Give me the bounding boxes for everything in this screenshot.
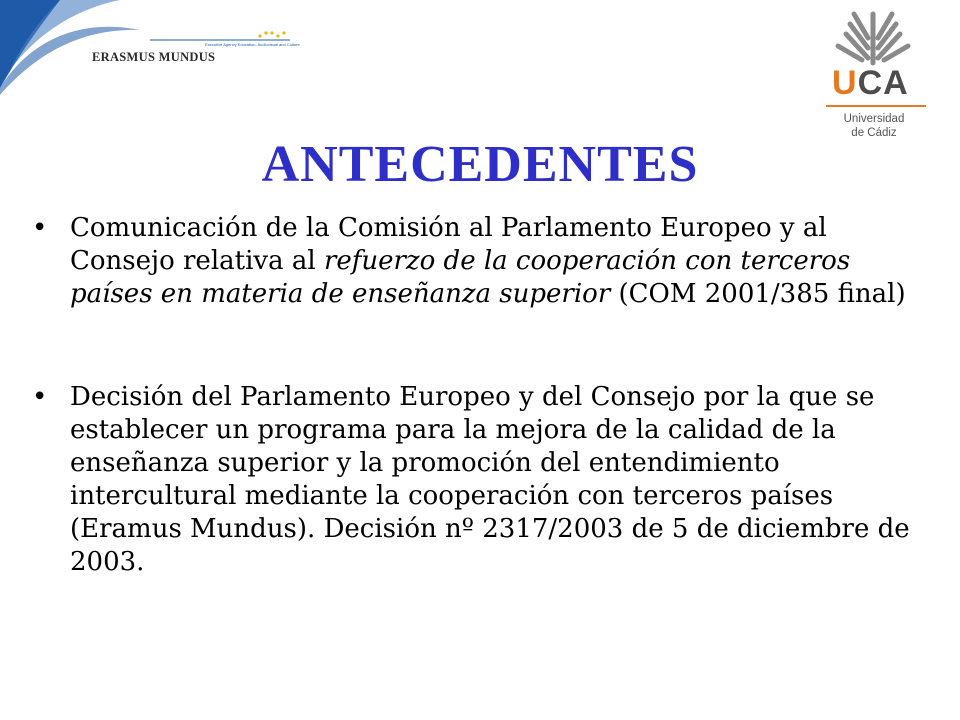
uca-wordmark: [832, 66, 909, 100]
erasmus-fine-print: Executive Agency Education, Audiovisual and Culture: [205, 42, 300, 47]
bullet-item-2: [30, 381, 920, 579]
uca-emblem-icon: [828, 8, 918, 66]
bullet-marker: •: [32, 382, 48, 412]
uca-logo: [818, 8, 938, 143]
uca-divider: [826, 105, 926, 107]
bullet-list: [30, 212, 920, 579]
uca-line2: de Cádiz: [851, 127, 897, 139]
bullet-2-text: Decisión del Parlamento Europeo y del Consejo por la que se establecer un programa para la mejora de la calidad de la enseñanza superior y la promoción del entendimiento intercultural mediante la cooperación con terceros países (Eramus Mundus). Decisión nº 2317/2003 de 5 de diciembre de 2003.: [70, 382, 910, 577]
bullet-marker: •: [32, 213, 48, 243]
bullet-item-1: [30, 212, 920, 311]
bullet-1-lead: Comunicación de la Comisión al Parlamento Europeo y al Consejo relativa al: [70, 213, 827, 276]
erasmus-mundus-label: ERASMUS MUNDUS: [92, 50, 216, 64]
erasmus-swoosh-icon: [0, 0, 310, 95]
slide-title: ANTECEDENTES: [261, 136, 699, 193]
uca-line1: Universidad: [843, 113, 905, 125]
uca-wordmark-ca: CA: [857, 64, 909, 102]
bullet-1-tail: (COM 2001/385 final): [610, 279, 906, 309]
erasmus-mundus-logo: [0, 0, 310, 95]
uca-wordmark-u: U: [832, 64, 858, 102]
bullet-1-italic: refuerzo de la cooperación con terceros países en materia de enseñanza superior: [70, 246, 851, 309]
